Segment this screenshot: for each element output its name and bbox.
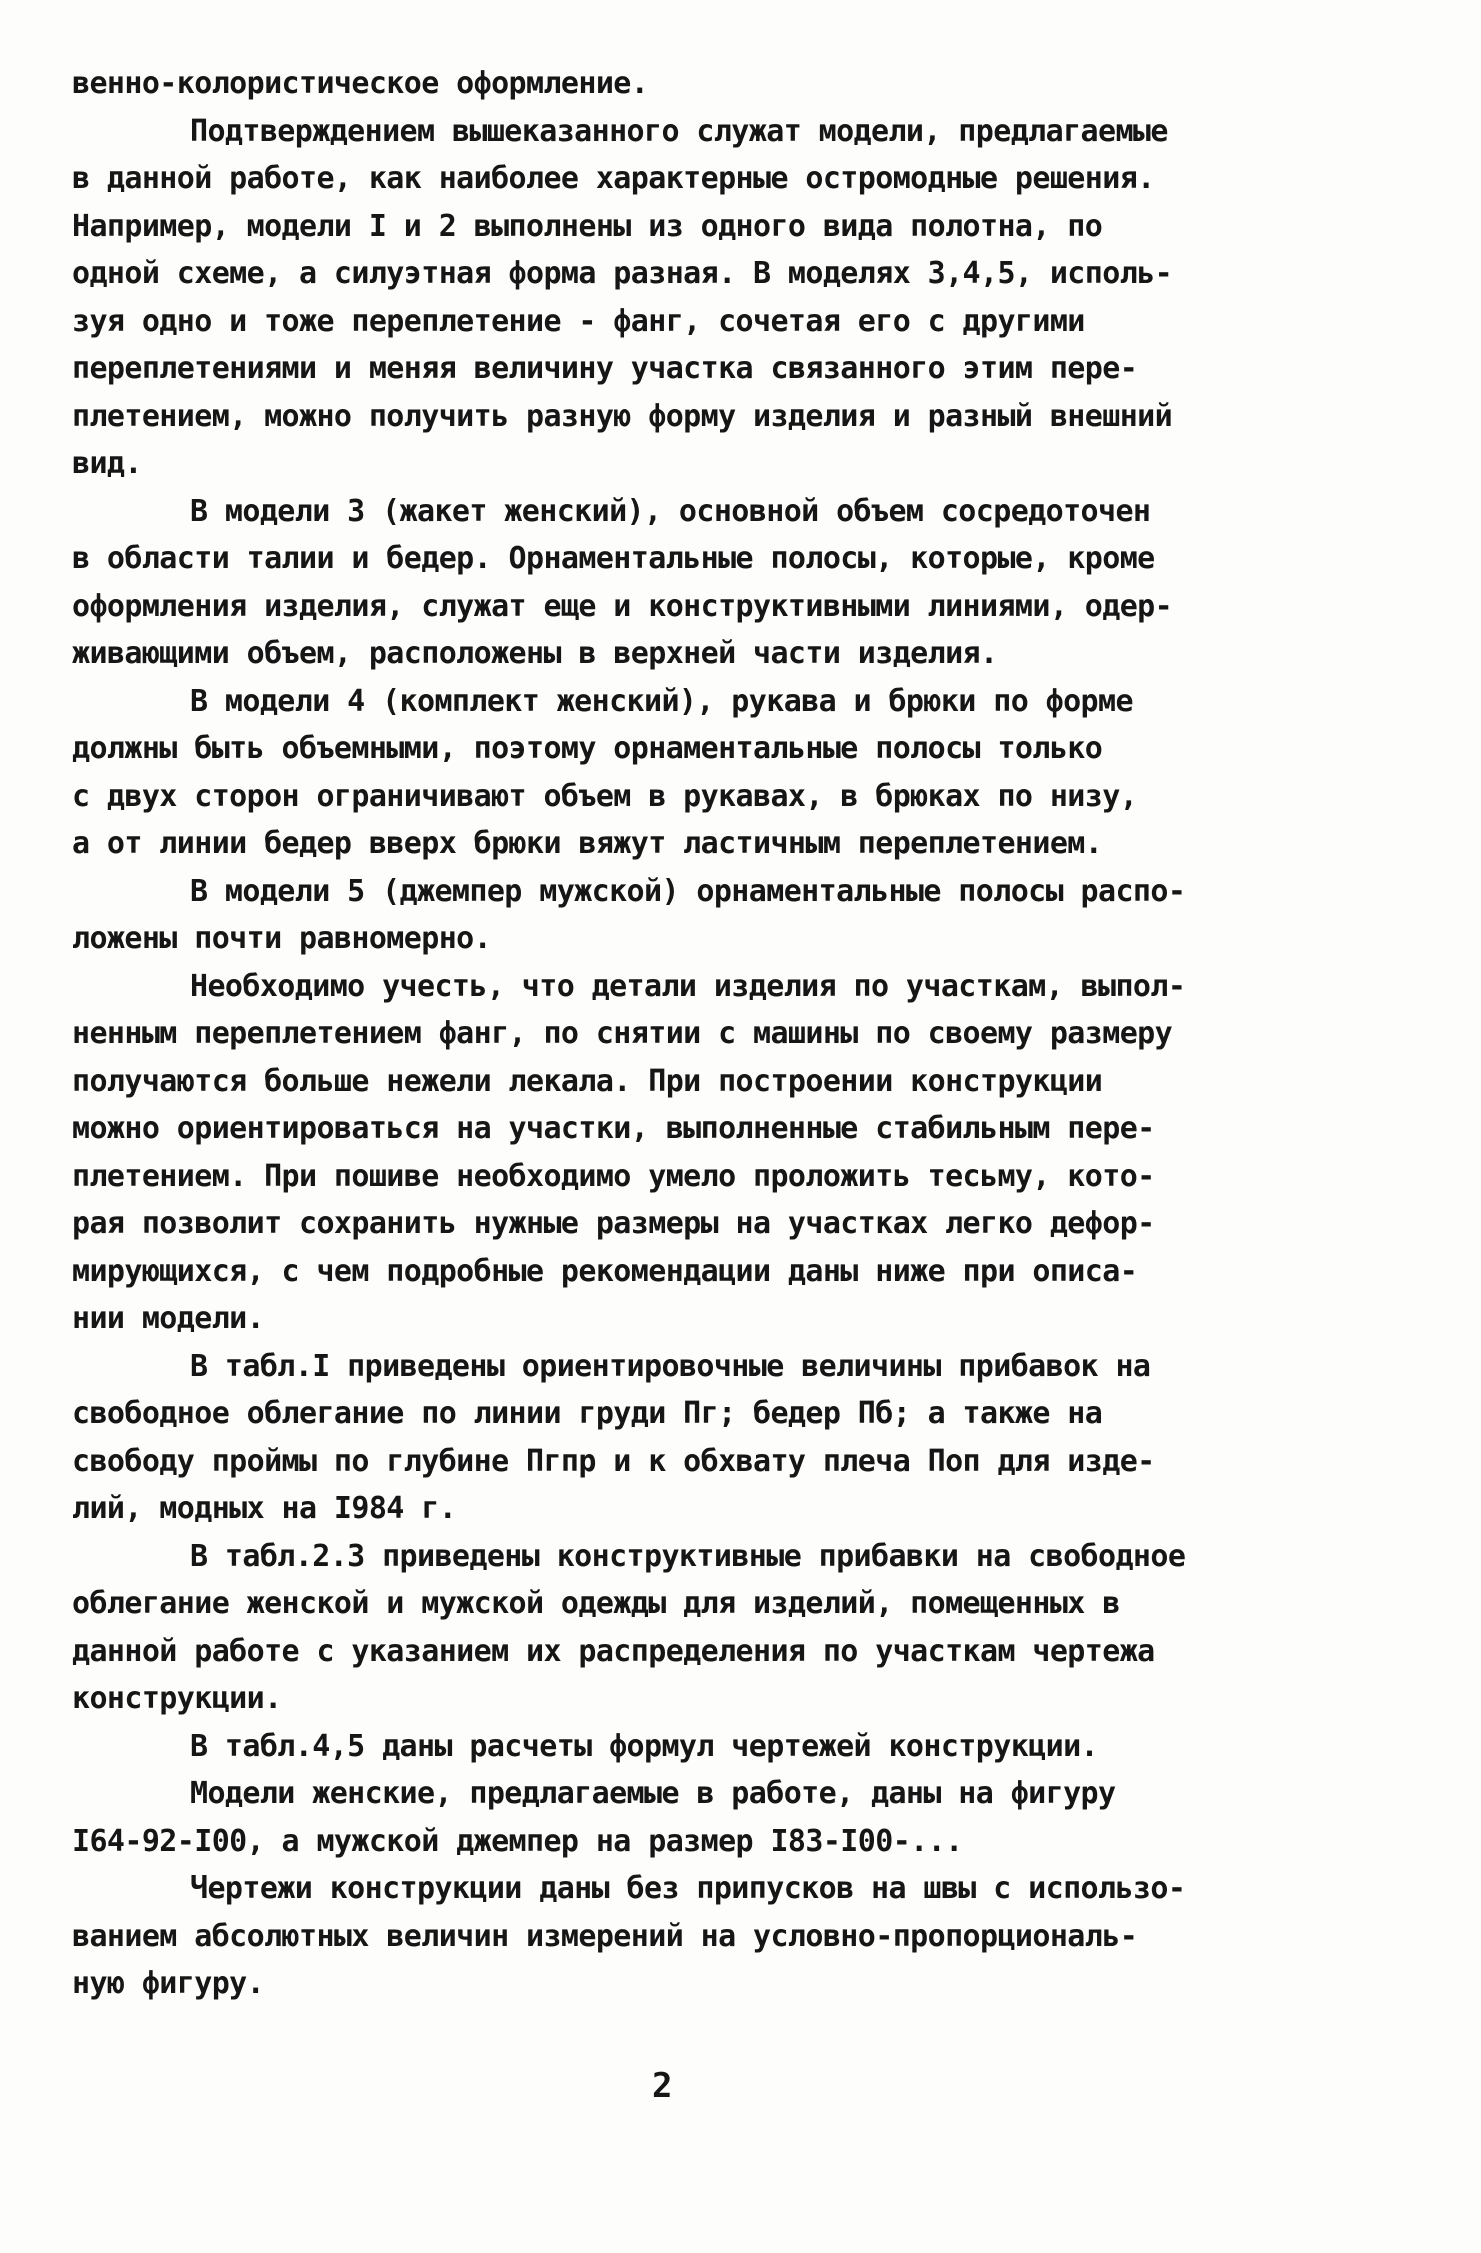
text-line: в данной работе, как наиболее характерные остромодные решения. [72, 161, 1155, 196]
text-line: облегание женской и мужской одежды для изделий, помещенных в [72, 1586, 1120, 1621]
text-line: Подтверждением вышеказанного служат модели, предлагаемые [190, 113, 1168, 149]
text-line: в области талии и бедер. Орнаментальные полосы, которые, кроме [72, 541, 1155, 576]
text-line: рая позволит сохранить нужные размеры на участках легко дефор- [72, 1206, 1155, 1241]
text-line: а от линии бедер вверх брюки вяжут ластичным переплетением. [72, 826, 1103, 861]
text-line: должны быть объемными, поэтому орнаментальные полосы только [72, 731, 1103, 766]
text-line: Например, модели I и 2 выполнены из одного вида полотна, по [72, 208, 1103, 244]
text-line: вид. [72, 446, 142, 481]
text-line: В модели 3 (жакет женский), основной объем сосредоточен [190, 493, 1151, 529]
text-line: В табл.2.3 приведены конструктивные прибавки на свободное [190, 1538, 1186, 1574]
text-line: В табл.4,5 даны расчеты формул чертежей конструкции. [190, 1728, 1098, 1764]
text-line: мирующихся, с чем подробные рекомендации даны ниже при описа- [72, 1253, 1138, 1289]
text-line: I64-92-I00, а мужской джемпер на размер I83-I00-... [72, 1823, 963, 1859]
text-line: ненным переплетением фанг, по снятии с машины по своему размеру [72, 1016, 1173, 1051]
text-line: можно ориентироваться на участки, выполненные стабильным пере- [72, 1111, 1155, 1146]
text-line: плетением. При пошиве необходимо умело проложить тесьму, кото- [72, 1158, 1155, 1194]
text-line: ную фигуру. [72, 1966, 265, 2001]
text-line: В модели 5 (джемпер мужской) орнаментальные полосы распо- [190, 873, 1186, 909]
text-line: зуя одно и тоже переплетение - фанг, сочетая его с другими [72, 303, 1085, 339]
page-number: 2 [652, 2066, 672, 2106]
text-line: одной схеме, а силуэтная форма разная. В моделях 3,4,5, исполь- [72, 256, 1173, 291]
text-line: свободу проймы по глубине Пгпр и к обхвату плеча Поп для изде- [72, 1443, 1155, 1479]
text-line: В табл.I приведены ориентировочные величины прибавок на [190, 1348, 1151, 1384]
text-line: с двух сторон ограничивают объем в рукавах, в брюках по низу, [72, 778, 1138, 814]
text-line: данной работе с указанием их распределения по участкам чертежа [72, 1633, 1155, 1669]
text-line: лий, модных на I984 г. [72, 1491, 457, 1526]
text-line: получаются больше нежели лекала. При построении конструкции [72, 1063, 1103, 1099]
text-line: ванием абсолютных величин измерений на условно-пропорциональ- [72, 1918, 1138, 1954]
text-line: плетением, можно получить разную форму изделия и разный внешний [72, 398, 1173, 434]
text-line: венно-колористическое оформление. [72, 66, 649, 101]
text-line: переплетениями и меняя величину участка связанного этим пере- [72, 351, 1138, 386]
text-line: ложены почти равномерно. [72, 921, 492, 956]
text-line: оформления изделия, служат еще и конструктивными линиями, одер- [72, 588, 1173, 624]
text-line: живающими объем, расположены в верхней части изделия. [72, 636, 998, 671]
text-line: свободное облегание по линии груди Пг; бедер Пб; а также на [72, 1396, 1103, 1431]
body-text [72, 60, 1402, 2008]
text-line: Модели женские, предлагаемые в работе, даны на фигуру [190, 1776, 1116, 1811]
text-line: В модели 4 (комплект женский), рукава и брюки по форме [190, 683, 1133, 719]
text-line: Необходимо учесть, что детали изделия по участкам, выпол- [190, 968, 1186, 1004]
text-line: Чертежи конструкции даны без припусков на швы с использо- [190, 1871, 1186, 1906]
text-line: конструкции. [72, 1681, 282, 1716]
text-line: нии модели. [72, 1301, 265, 1336]
